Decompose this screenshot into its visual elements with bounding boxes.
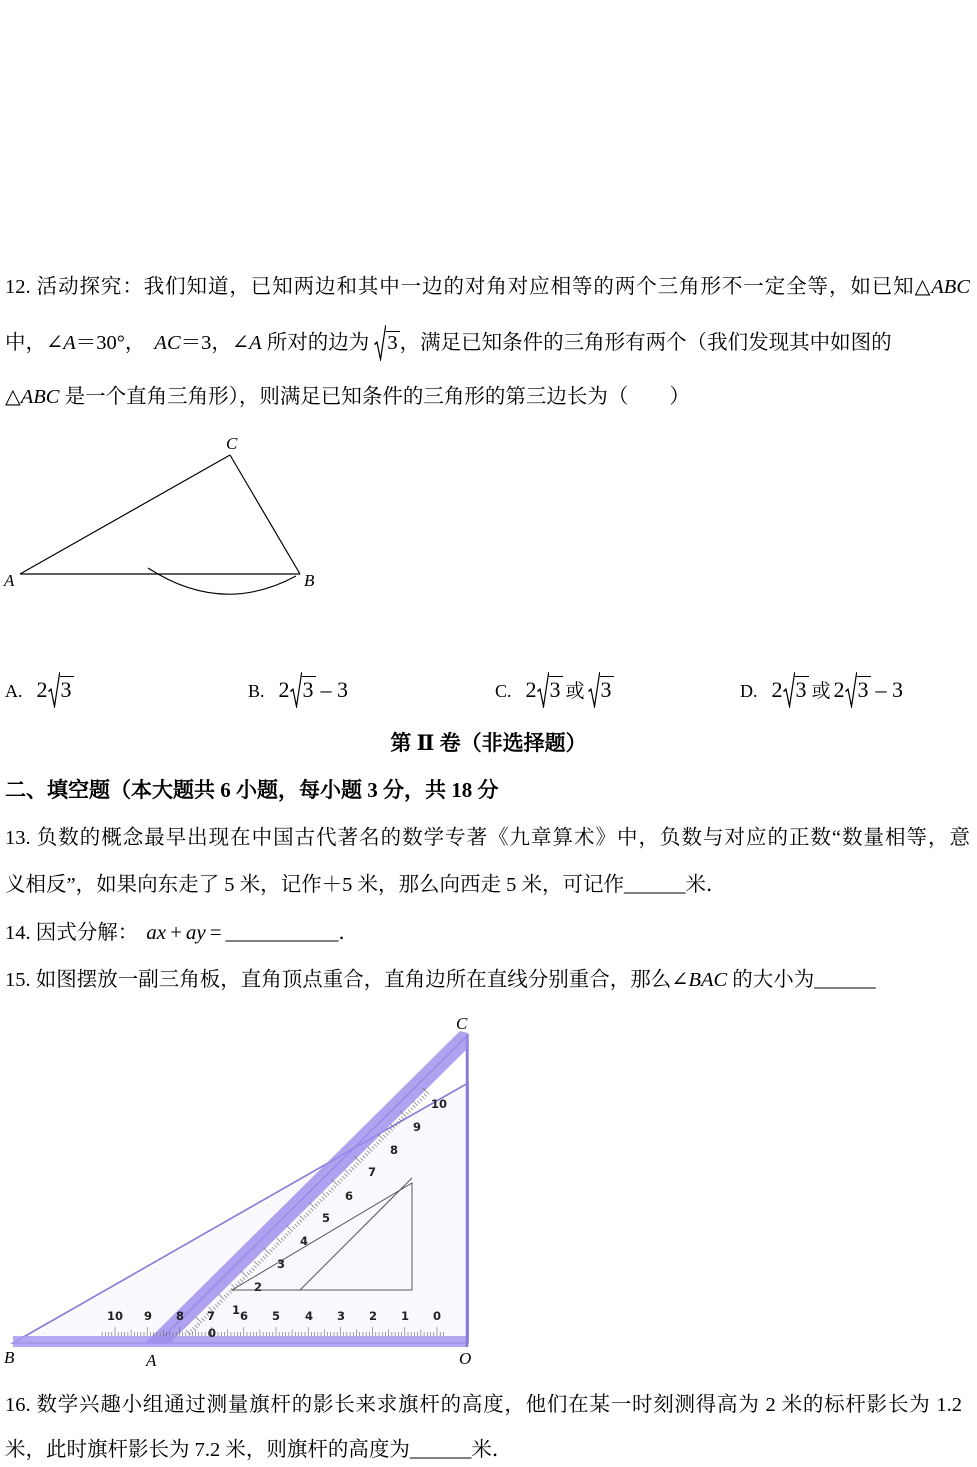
variable: A bbox=[249, 332, 262, 354]
variable: AC bbox=[154, 332, 181, 354]
angle-name: BAC bbox=[688, 969, 728, 991]
base-ruler-number: 7 bbox=[206, 1309, 216, 1323]
hypotenuse-ruler-number: 8 bbox=[389, 1143, 399, 1157]
hypotenuse-ruler-number: 4 bbox=[299, 1234, 309, 1248]
radical-sign-icon bbox=[845, 672, 857, 708]
option-a bbox=[5, 672, 74, 708]
ruler-tick bbox=[422, 1096, 425, 1099]
set-squares-figure bbox=[0, 1008, 490, 1378]
ruler-tick bbox=[406, 1112, 409, 1115]
coefficient: 2 bbox=[36, 677, 48, 702]
minus-term: – 3 bbox=[320, 677, 349, 702]
base-ruler-number: 10 bbox=[106, 1309, 124, 1323]
q12-text: 中，∠ bbox=[5, 332, 64, 354]
option-letter: D. bbox=[740, 681, 758, 701]
radicand: 3 bbox=[600, 677, 612, 702]
option-letter: C. bbox=[495, 681, 512, 701]
coefficient: 2 bbox=[771, 677, 783, 702]
or-word: 或 bbox=[811, 681, 831, 702]
base-ruler-number: 4 bbox=[304, 1309, 314, 1323]
square-root bbox=[588, 672, 614, 708]
q12-text: 所对的边为 bbox=[261, 332, 375, 354]
hypotenuse-ruler-number: 6 bbox=[344, 1189, 354, 1203]
square-root bbox=[48, 672, 74, 708]
q13-line-1: 13. 负数的概念最早出现在中国古代著名的数学专著《九章算术》中，负数与对应的正数“数量相等，意 bbox=[5, 827, 970, 849]
q14-end: ． bbox=[338, 922, 359, 944]
radical-sign-icon bbox=[588, 672, 600, 708]
radical-sign-icon bbox=[290, 672, 302, 708]
coefficient: 2 bbox=[833, 677, 845, 702]
or-word: 或 bbox=[565, 681, 585, 702]
hypotenuse-ruler-number: 7 bbox=[367, 1165, 377, 1179]
square-root bbox=[537, 672, 563, 708]
option-letter: A. bbox=[5, 681, 23, 701]
hypotenuse-ruler-number: 5 bbox=[321, 1211, 331, 1225]
answer-blank: ___________ bbox=[225, 922, 339, 944]
base-ruler-number: 3 bbox=[336, 1309, 346, 1323]
radical-sign-icon bbox=[48, 672, 60, 708]
ruler-tick bbox=[401, 1117, 404, 1120]
option-value bbox=[526, 677, 614, 702]
ruler-tick bbox=[417, 1101, 420, 1104]
radicand: 3 bbox=[60, 677, 72, 702]
vertex-label-c: C bbox=[226, 434, 238, 453]
term: ax bbox=[146, 920, 167, 944]
option-value bbox=[279, 677, 349, 702]
term: ay bbox=[185, 920, 206, 944]
vertex-label-o: O bbox=[459, 1349, 472, 1368]
hypotenuse-ruler-number: 3 bbox=[276, 1257, 286, 1271]
hypotenuse-ruler-number: 2 bbox=[253, 1280, 263, 1294]
compass-arc bbox=[148, 568, 296, 594]
q12-text: ＝3，∠ bbox=[180, 332, 250, 354]
hypotenuse-ruler-number: 10 bbox=[430, 1097, 448, 1111]
base-ruler-number: 1 bbox=[400, 1309, 410, 1323]
radical-sign-icon bbox=[537, 672, 549, 708]
radicand: 3 bbox=[302, 677, 314, 702]
q12-text: 12. 活动探究：我们知道，已知两边和其中一边的对角对应相等的两个三角形不一定全等，如已知△ bbox=[5, 276, 932, 298]
expression bbox=[146, 920, 225, 944]
radicand: 3 bbox=[795, 677, 807, 702]
triangle-name: ABC bbox=[20, 386, 60, 408]
radicand: 3 bbox=[549, 677, 561, 702]
ruler-tick bbox=[424, 1094, 427, 1097]
q12-line-1 bbox=[5, 273, 970, 301]
radical-sign-icon bbox=[783, 672, 795, 708]
ruler-tick bbox=[410, 1107, 413, 1110]
vertex-label-b: B bbox=[304, 571, 315, 590]
base-ruler-number: 0 bbox=[432, 1309, 442, 1323]
q16-line-2: 米，此时旗杆影长为 7.2 米，则旗杆的高度为______米． bbox=[5, 1439, 513, 1461]
q13-line-2: 义相反”，如果向东走了 5 米，记作＋5 米，那么向西走 5 米，可记作______米． bbox=[5, 874, 727, 896]
coefficient: 2 bbox=[525, 677, 537, 702]
q15-text: 15. 如图摆放一副三角板，直角顶点重合，直角边所在直线分别重合，那么∠ bbox=[5, 969, 689, 991]
radical-sign-icon bbox=[374, 325, 386, 361]
option-value bbox=[37, 677, 74, 702]
option-value bbox=[772, 677, 904, 702]
base-ruler-number: 6 bbox=[239, 1309, 249, 1323]
square-root bbox=[783, 672, 809, 708]
option-letter: B. bbox=[248, 681, 265, 701]
vertex-label-a: A bbox=[4, 571, 15, 590]
square-root bbox=[845, 672, 871, 708]
q15-text: 的大小为______ bbox=[727, 969, 876, 991]
square-root bbox=[290, 672, 316, 708]
base-ruler-number: 2 bbox=[368, 1309, 378, 1323]
triangle-abc-figure bbox=[0, 430, 340, 610]
equals-sign: = bbox=[209, 920, 222, 944]
q12-text: ＝30°， bbox=[75, 332, 146, 354]
option-b bbox=[248, 672, 348, 708]
hypotenuse-ruler-number: 9 bbox=[412, 1120, 422, 1134]
vertex-label-c: C bbox=[456, 1014, 468, 1033]
plus-sign: + bbox=[170, 920, 182, 944]
triangle-name: ABC bbox=[931, 276, 970, 298]
q12-line-3 bbox=[5, 383, 970, 411]
coefficient: 2 bbox=[278, 677, 290, 702]
radicand: 3 bbox=[387, 332, 398, 354]
minus-term: – 3 bbox=[875, 677, 904, 702]
side-bc bbox=[230, 455, 300, 574]
base-ruler-number: 5 bbox=[271, 1309, 281, 1323]
part-title: 第 Ⅱ 卷（非选择题） bbox=[390, 731, 587, 755]
vertex-label-a: A bbox=[146, 1351, 157, 1370]
q12-text: ，满足已知条件的三角形有两个（我们发现其中如图的 bbox=[399, 332, 892, 354]
radicand: 3 bbox=[857, 677, 869, 702]
ruler-tick bbox=[419, 1098, 422, 1101]
square-root bbox=[374, 325, 399, 361]
side-ac bbox=[20, 455, 230, 574]
q12-line-2 bbox=[5, 325, 970, 361]
variable: A bbox=[63, 332, 76, 354]
vertex-label-b: B bbox=[4, 1348, 15, 1367]
q15-line bbox=[5, 966, 970, 994]
base-ruler-band bbox=[13, 1336, 468, 1347]
base-ruler-number: 8 bbox=[175, 1309, 185, 1323]
section-heading: 二、填空题（本大题共 6 小题，每小题 3 分，共 18 分 bbox=[5, 778, 499, 802]
q14-prefix: 14. 因式分解： bbox=[5, 922, 139, 944]
option-d bbox=[740, 672, 903, 708]
q16-line-1: 16. 数学兴趣小组通过测量旗杆的影长来求旗杆的高度，他们在某一时刻测得高为 2 米的标杆影长为 1.2 bbox=[5, 1394, 962, 1416]
option-c bbox=[495, 672, 614, 708]
ruler-tick bbox=[408, 1110, 411, 1113]
set-square-30-60 bbox=[13, 1083, 468, 1343]
ruler-tick bbox=[413, 1105, 416, 1108]
q14-line bbox=[5, 918, 970, 946]
q12-text: 是一个直角三角形），则满足已知条件的三角形的第三边长为（ ） bbox=[59, 386, 690, 408]
q12-text: △ bbox=[5, 386, 21, 408]
hypotenuse-ruler-number: 0 bbox=[207, 1326, 217, 1340]
hypotenuse-ruler-number: 1 bbox=[231, 1303, 241, 1317]
base-ruler-number: 9 bbox=[143, 1309, 153, 1323]
ruler-tick bbox=[413, 1101, 418, 1106]
